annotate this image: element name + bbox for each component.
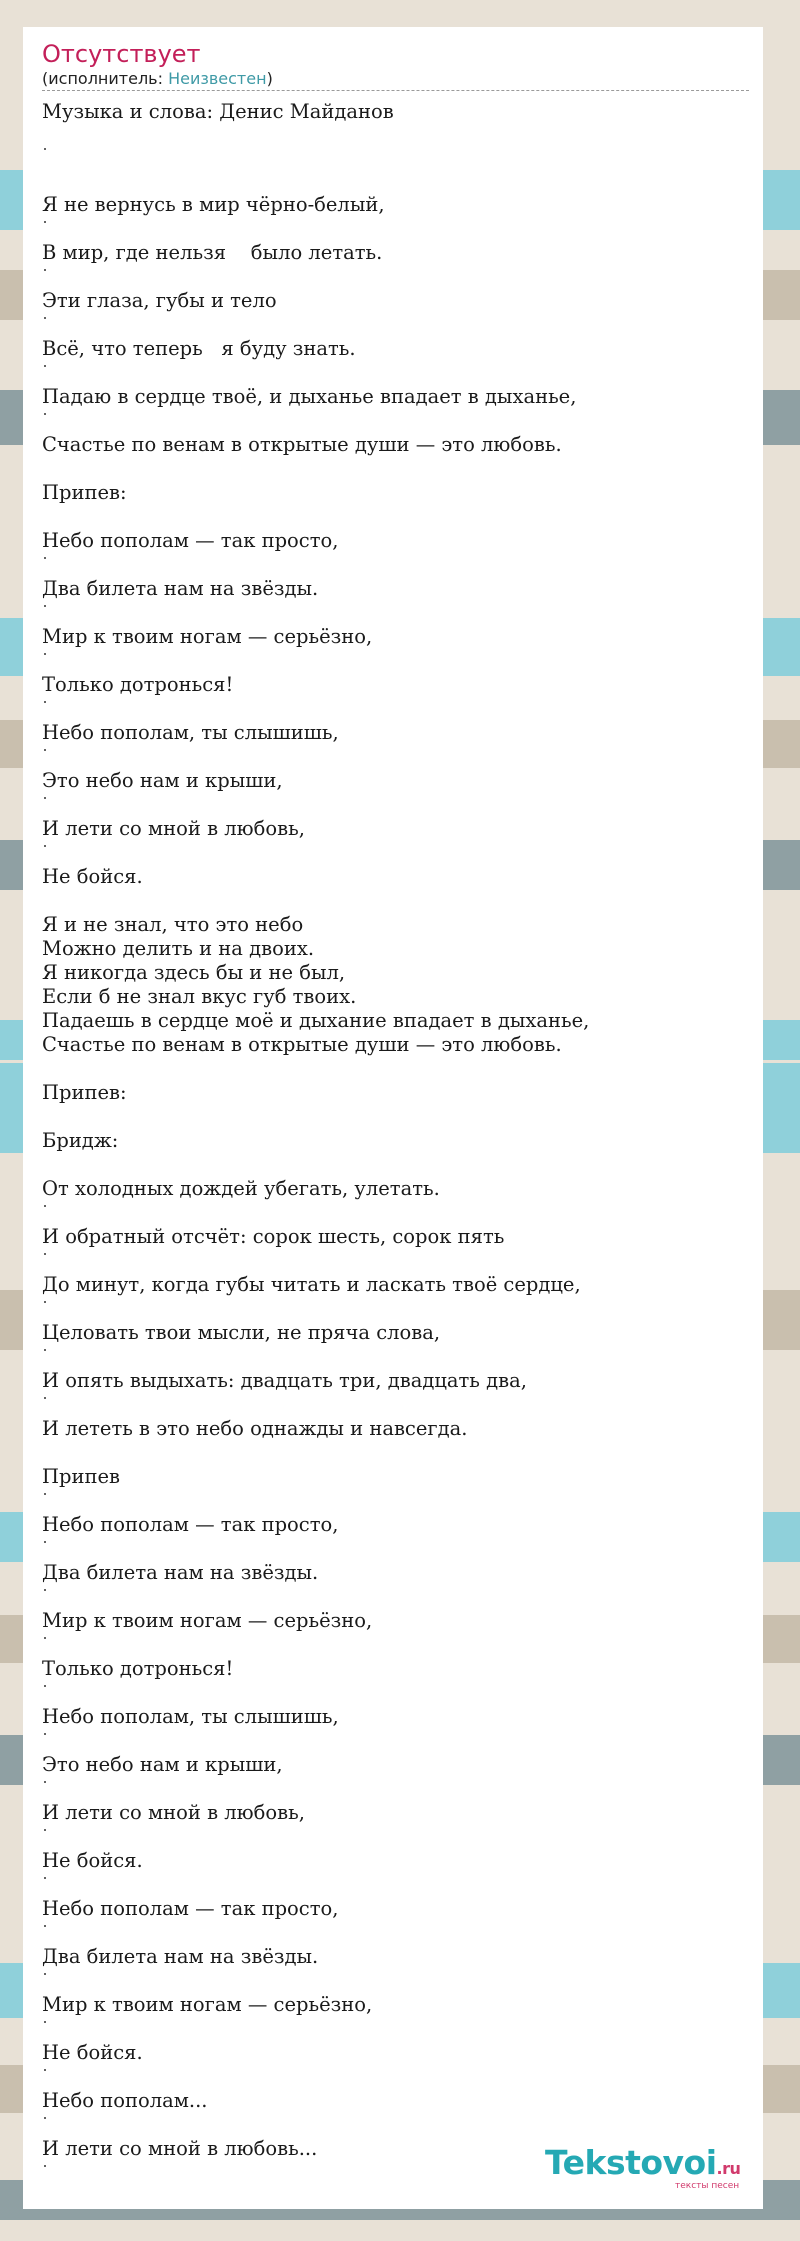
separator-dot bbox=[44, 701, 46, 703]
logo-tagline: тексты песен bbox=[675, 2181, 740, 2191]
lyric-line: Я не вернусь в мир чёрно-белый, bbox=[42, 193, 385, 216]
separator-dot bbox=[44, 1349, 46, 1351]
lyric-line: От холодных дождей убегать, улетать. bbox=[42, 1177, 440, 1200]
lyric-line: Счастье по венам в открытые души — это любовь. bbox=[42, 1033, 562, 1056]
lyric-line: И обратный отсчёт: сорок шесть, сорок пять bbox=[42, 1225, 505, 1248]
separator-dot bbox=[44, 1685, 46, 1687]
lyric-line: Это небо нам и крыши, bbox=[42, 769, 283, 792]
song-title: Отсутствует bbox=[42, 40, 201, 68]
lyric-line: Только дотронься! bbox=[42, 1657, 234, 1680]
lyric-line: Не бойся. bbox=[42, 1849, 143, 1872]
lyric-line: Небо пополам, ты слышишь, bbox=[42, 721, 339, 744]
lyric-line: Падаешь в сердце моё и дыхание впадает в дыханье, bbox=[42, 1009, 590, 1032]
separator-dot bbox=[44, 1589, 46, 1591]
separator-dot bbox=[44, 1205, 46, 1207]
lyric-line: Я и не знал, что это небо bbox=[42, 913, 304, 936]
separator-dot bbox=[44, 845, 46, 847]
lyric-line: Небо пополам — так просто, bbox=[42, 1897, 339, 1920]
lyric-line: Не бойся. bbox=[42, 2041, 143, 2064]
separator-dot bbox=[44, 797, 46, 799]
lyric-line: Только дотронься! bbox=[42, 673, 234, 696]
lyric-line: И лететь в это небо однажды и навсегда. bbox=[42, 1417, 468, 1440]
lyric-line: И опять выдыхать: двадцать три, двадцать два, bbox=[42, 1369, 527, 1392]
lyric-line: В мир, где нельзя было летать. bbox=[42, 241, 383, 264]
logo-wordmark: Tekstovoi bbox=[545, 2143, 717, 2182]
separator-dot bbox=[44, 413, 46, 415]
separator-dot bbox=[44, 1493, 46, 1495]
lyric-line: Два билета нам на звёзды. bbox=[42, 1561, 319, 1584]
separator-dot bbox=[44, 221, 46, 223]
separator-dot bbox=[44, 2165, 46, 2167]
separator-dot bbox=[44, 1541, 46, 1543]
separator-dot bbox=[44, 1829, 46, 1831]
separator-dot bbox=[44, 749, 46, 751]
separator-dot bbox=[44, 2069, 46, 2071]
lyric-line: Бридж: bbox=[42, 1129, 119, 1152]
artist-link[interactable]: Неизвестен bbox=[168, 69, 267, 88]
separator-dot bbox=[44, 317, 46, 319]
lyric-line: До минут, когда губы читать и ласкать твоё сердце, bbox=[42, 1273, 581, 1296]
lyric-line: Небо пополам, ты слышишь, bbox=[42, 1705, 339, 1728]
logo-tld: .ru bbox=[716, 2159, 741, 2178]
lyric-line: И лети со мной в любовь, bbox=[42, 817, 305, 840]
separator-dot bbox=[44, 1397, 46, 1399]
subtitle-prefix: (исполнитель: bbox=[42, 69, 169, 88]
lyric-line: Целовать твои мысли, не пряча слова, bbox=[42, 1321, 441, 1344]
credits-line: Музыка и слова: Денис Майданов bbox=[42, 100, 394, 123]
lyric-line: Небо пополам — так просто, bbox=[42, 1513, 339, 1536]
separator-dot bbox=[44, 1301, 46, 1303]
site-logo[interactable] bbox=[545, 2143, 741, 2191]
lyrics-card bbox=[23, 27, 763, 2209]
separator-dot bbox=[44, 1925, 46, 1927]
lyric-line: Мир к твоим ногам — серьёзно, bbox=[42, 1993, 373, 2016]
separator-dot bbox=[44, 1733, 46, 1735]
separator-dot bbox=[44, 557, 46, 559]
song-subtitle bbox=[42, 69, 273, 88]
separator-dot bbox=[44, 605, 46, 607]
subtitle-suffix: ) bbox=[266, 69, 273, 88]
lyric-line: Мир к твоим ногам — серьёзно, bbox=[42, 1609, 373, 1632]
lyric-line: Припев bbox=[42, 1465, 120, 1488]
separator-dot bbox=[44, 2117, 46, 2119]
header-divider bbox=[42, 90, 749, 91]
lyric-line: Счастье по венам в открытые души — это любовь. bbox=[42, 433, 562, 456]
separator-dot bbox=[44, 365, 46, 367]
lyric-line: Небо пополам — так просто, bbox=[42, 529, 339, 552]
separator-dot bbox=[44, 1877, 46, 1879]
lyric-line: И лети со мной в любовь, bbox=[42, 1801, 305, 1824]
separator-dot bbox=[44, 1781, 46, 1783]
lyric-line: Два билета нам на звёзды. bbox=[42, 577, 319, 600]
lyric-line: Припев: bbox=[42, 481, 127, 504]
lyric-line: Не бойся. bbox=[42, 865, 143, 888]
separator-dot bbox=[44, 148, 46, 150]
lyric-line: Мир к твоим ногам — серьёзно, bbox=[42, 625, 373, 648]
separator-dot bbox=[44, 653, 46, 655]
separator-dot bbox=[44, 1637, 46, 1639]
separator-dot bbox=[44, 2021, 46, 2023]
lyric-line: Два билета нам на звёзды. bbox=[42, 1945, 319, 1968]
separator-dot bbox=[44, 269, 46, 271]
lyric-line: Небо пополам... bbox=[42, 2089, 208, 2112]
lyric-line: Я никогда здесь бы и не был, bbox=[42, 961, 346, 984]
lyric-line: И лети со мной в любовь... bbox=[42, 2137, 318, 2160]
lyric-line: Эти глаза, губы и тело bbox=[42, 289, 277, 312]
lyric-line: Если б не знал вкус губ твоих. bbox=[42, 985, 357, 1008]
lyric-line: Можно делить и на двоих. bbox=[42, 937, 315, 960]
lyric-line: Припев: bbox=[42, 1081, 127, 1104]
lyric-line: Всё, что теперь я буду знать. bbox=[42, 337, 356, 360]
separator-dot bbox=[44, 1973, 46, 1975]
lyric-line: Это небо нам и крыши, bbox=[42, 1753, 283, 1776]
separator-dot bbox=[44, 1253, 46, 1255]
lyric-line: Падаю в сердце твоё, и дыханье впадает в дыханье, bbox=[42, 385, 577, 408]
